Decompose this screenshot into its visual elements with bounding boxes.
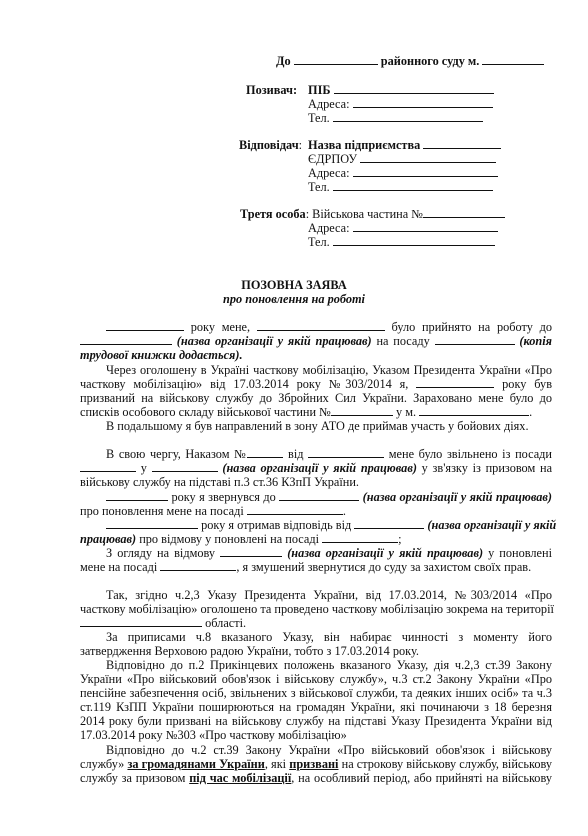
p2-text-c: року був — [502, 377, 553, 391]
court-address-line — [276, 54, 544, 68]
date-blank — [106, 320, 184, 331]
plaintiff-phone-blank — [333, 111, 483, 122]
plaintiff-name-blank — [334, 83, 494, 94]
appeal-org-blank — [279, 490, 359, 501]
plaintiff-name-label: ПІБ — [308, 83, 331, 97]
p10-line4 — [80, 700, 552, 714]
third-party-address-line — [308, 221, 498, 235]
p4-text-c: мене було звільнено із посади — [388, 447, 553, 461]
p11-line2 — [80, 757, 552, 771]
p7-text-e: , я змушений звернутися до суду за захистом своїх прав. — [236, 560, 532, 574]
military-unit-blank — [423, 207, 505, 218]
p4-line3: військову службу на підставі п.3 ст.36 КЗпП України. — [80, 475, 359, 489]
p6-line1 — [80, 518, 557, 532]
p11-text-b5: на строкову військову службу, військову — [341, 757, 553, 771]
p11-text-c2: під час мобілізації — [189, 771, 292, 785]
p8-text-a: Так, згідно ч.2,3 Указу Президента України, від 17.03.2014, №303/2014 «Про — [106, 588, 552, 602]
p5-line2: про поновлення мене на посаді . — [80, 504, 346, 518]
third-party-phone-label: Тел. — [308, 235, 330, 249]
third-party-text: : Військова частина № — [305, 207, 424, 221]
p2-text-f: у м. — [395, 405, 417, 419]
third-party-address-blank — [353, 221, 498, 232]
organization-blank — [80, 334, 172, 345]
p2-text-d: призваний на військову службу до Збройних Сил України. Зараховано мене було до — [80, 391, 552, 405]
defendant-phone-label: Тел. — [308, 180, 330, 194]
p6-text-d: про відмову у поновлені на посаді — [139, 532, 320, 546]
plaintiff-address-blank — [353, 97, 493, 108]
p9-line1 — [80, 630, 552, 644]
p2-text-e: списків особового складу військової частини № — [80, 405, 331, 419]
document-subtitle: про поновлення на роботі — [223, 292, 365, 306]
third-party-label: Третя особа — [240, 207, 306, 221]
refusal-position-blank — [160, 560, 236, 571]
appeal-date-blank — [106, 490, 168, 501]
p6-text-c: працював) — [80, 532, 137, 546]
p2-text-b: часткову мобілізацію» від 17.03.2014 року №303/2014 я, — [80, 377, 409, 391]
p5-text-b: (назва організації у якій працював) — [362, 490, 553, 504]
defendant-address-line — [308, 166, 498, 180]
defendant-label-line — [239, 138, 302, 152]
p10-text-e: 2014 року були призвані на військову службу на підставі Указу Президента України від — [80, 714, 552, 728]
defendant-address-blank — [353, 166, 498, 177]
p8-line2 — [80, 602, 552, 616]
p10-line6: 17.03.2014 року №303 «Про часткову мобілізацію» — [80, 728, 347, 742]
p8-line3 — [80, 616, 246, 630]
p11-line3 — [80, 771, 552, 785]
p6-text-b: (назва організації у якій — [427, 518, 557, 532]
defendant-name-label: Назва підприємства — [308, 138, 421, 152]
plaintiff-phone-label: Тел. — [308, 111, 330, 125]
to-prefix: До — [276, 54, 291, 68]
p5-text-c: про поновлення мене на посаді — [80, 504, 244, 518]
document-title: ПОЗОВНА ЗАЯВА — [241, 278, 347, 292]
third-party-phone-line — [308, 235, 495, 249]
p11-text-c3: , на особливий період, або прийняті на військову — [291, 771, 552, 785]
p4-line1 — [80, 447, 552, 461]
unit-city-blank — [419, 405, 529, 416]
p10-line3 — [80, 686, 552, 700]
p1-line3: трудової книжки додається). — [80, 348, 243, 362]
defendant-name-blank — [423, 138, 501, 149]
p4-text-a: В свою чергу, Наказом № — [106, 447, 248, 461]
position-blank — [435, 334, 515, 345]
refusal-org-blank — [220, 546, 282, 557]
p1-text-e: (копія — [519, 334, 552, 348]
p10-text-b: України «Про військовий обов'язок і військову службу», ч.3 ст.2 Закону України «Про — [80, 672, 552, 686]
conscription-date-blank — [416, 377, 494, 388]
p10-text-c: пенсійне забезпечення осіб, звільнених з військової служби, та деяких інших осіб» та ч.3 — [80, 686, 552, 700]
p2-line3 — [80, 391, 552, 405]
p3-line1: В подальшому я був направлений в зону АТО де приймав участь у бойових діях. — [106, 419, 529, 433]
third-party-phone-blank — [333, 235, 495, 246]
defendant-phone-line — [308, 180, 493, 194]
p4-text-d: у — [140, 461, 147, 475]
p11-line1 — [80, 743, 552, 757]
p4-text-e: (назва організації у якій працював) — [222, 461, 417, 475]
order-number-blank — [247, 447, 283, 458]
plaintiff-label: Позивач: — [246, 83, 298, 97]
plaintiff-name-line — [308, 83, 494, 97]
defendant-label: Відповідач — [239, 138, 299, 152]
p11-text-a: Відповідно до ч.2 ст.39 Закону України «Про військовий обов'язок і військову — [106, 743, 552, 757]
response-date-blank — [106, 518, 198, 529]
p4-text-b: від — [288, 447, 304, 461]
defendant-edrpou-line — [308, 152, 496, 166]
p6-text-a: року я отримав відповідь від — [201, 518, 352, 532]
p9-text-a: За приписами ч.8 вказаного Указу, він набирає чинності з моменту його — [106, 630, 552, 644]
p11-text-b3: , які — [264, 757, 287, 771]
p9-line2: затвердження Верховою радою України, тобто з 17.03.2014 року. — [80, 644, 419, 658]
response-org-blank — [354, 518, 424, 529]
p1-line1 — [80, 320, 552, 334]
p7-text-a: З огляду на відмову — [106, 546, 216, 560]
p2-line4: списків особового складу військової частини № у м. . — [80, 405, 533, 419]
p6-line2: працював) про відмову у поновлені на посаді ; — [80, 532, 402, 546]
p2-line1 — [80, 363, 552, 377]
third-party-line — [240, 207, 505, 221]
p4-line2 — [80, 461, 552, 475]
order-date-blank — [308, 447, 384, 458]
p4-text-f: у зв'язку із призовом на — [421, 461, 553, 475]
p10-text-d: ст.119 КзПП України поширюються на громадян України, які починаючи з 18 березня — [80, 700, 552, 714]
p11-text-c1: службу за призовом — [80, 771, 186, 785]
p7-text-b: (назва організації у якій працював) — [287, 546, 484, 560]
court-name-blank — [294, 54, 378, 65]
defendant-address-label: Адреса: — [308, 166, 350, 180]
city-blank — [482, 54, 544, 65]
p1-text-b: було прийнято на роботу до — [391, 320, 552, 334]
defendant-edrpou-label: ЄДРПОУ — [308, 152, 358, 166]
region-blank — [80, 616, 202, 627]
p8-line1 — [80, 588, 552, 602]
refused-position-blank — [322, 532, 398, 543]
dismissal-position-blank — [80, 461, 136, 472]
p5-text-a: року я звернувся до — [171, 490, 276, 504]
defendant-phone-blank — [333, 180, 493, 191]
dismissal-org-blank — [152, 461, 218, 472]
p11-text-b4: призвані — [289, 757, 339, 771]
p10-text-a: Відповідно до п.2 Прикінцевих положень вказаного Указу, дія ч.2,3 ст.39 Закону — [106, 658, 552, 672]
p11-text-b2: за громадянами України — [127, 757, 265, 771]
plaintiff-phone-line — [308, 111, 483, 125]
p1-text-c: (назва організації у якій працював) — [176, 334, 372, 348]
p1-text-a: року мене, — [190, 320, 251, 334]
p10-line5 — [80, 714, 552, 728]
p5-line1 — [80, 490, 552, 504]
defendant-name-line — [308, 138, 501, 152]
p7-text-c: у поновлені — [488, 546, 553, 560]
to-suffix: районного суду м. — [380, 54, 480, 68]
plaintiff-address-label: Адреса: — [308, 97, 350, 111]
appeal-position-blank — [247, 504, 343, 515]
p1-text-d: на посаду — [376, 334, 430, 348]
p8-text-b: часткову мобілізацію» оголошено та проведено часткову мобілізацію зокрема на території — [80, 602, 554, 616]
p8-text-c: області. — [205, 616, 247, 630]
p7-line2 — [80, 560, 531, 574]
defendant-colon: : — [298, 138, 303, 152]
p2-line2 — [80, 377, 552, 391]
third-party-address-label: Адреса: — [308, 221, 350, 235]
p10-line2 — [80, 672, 552, 686]
p11-text-b1: службу» — [80, 757, 125, 771]
p7-line1 — [80, 546, 552, 560]
p10-line1 — [80, 658, 552, 672]
plaintiff-address-line — [308, 97, 493, 111]
unit-number-blank — [331, 405, 393, 416]
defendant-edrpou-blank — [360, 152, 496, 163]
employee-name-blank — [257, 320, 385, 331]
p2-text-a: Через оголошену в Україні часткову мобілізацію, Указом Президента України «Про — [106, 363, 552, 377]
p7-text-d: мене на посаді — [80, 560, 158, 574]
p1-line2 — [80, 334, 552, 348]
